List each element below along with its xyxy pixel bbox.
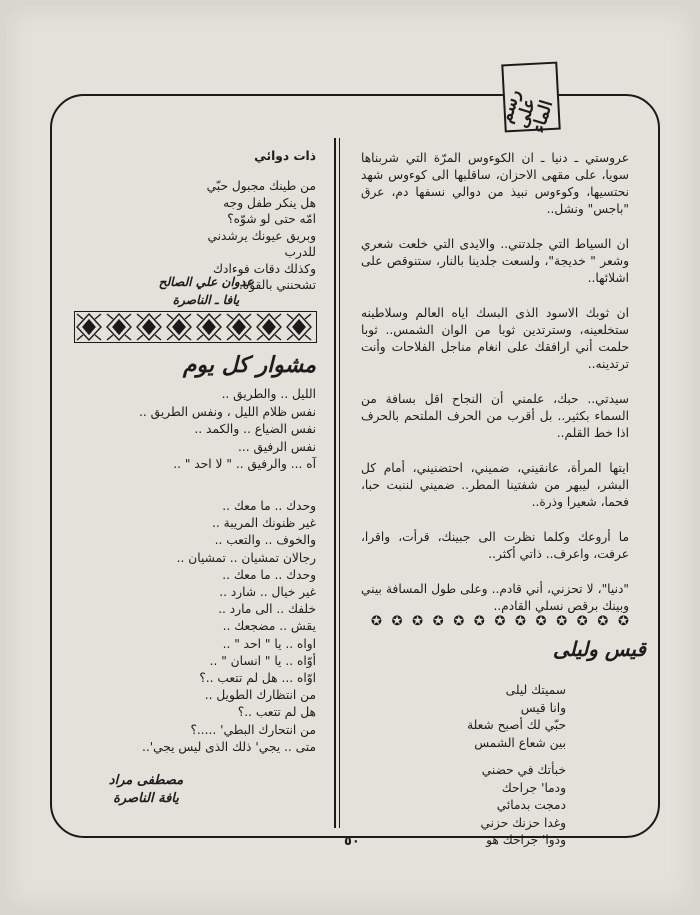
star-icon: ✪	[535, 614, 547, 629]
poem-line: دمجت بدمائي	[496, 798, 566, 812]
poem-mishwar-stanza-1	[86, 386, 316, 474]
signature-place: يافة الناصرة	[113, 790, 179, 806]
paragraph-7: "دنيا"، لا تحزني، أني قادم.. وعلى طول المسافة بيني وبينك برقص نسلي القادم..	[361, 582, 629, 613]
star-icon: ✪	[556, 614, 568, 629]
signature-name: عدوان علي الصالح	[158, 275, 254, 289]
poem-spacer	[386, 752, 566, 762]
poem-title-dhat-dawai: ذات دوائي	[254, 149, 316, 163]
section-logo	[495, 62, 560, 136]
poem-line: والخوف .. والتعب ..	[214, 533, 316, 548]
poem-line: ودوا' جراحك هو	[486, 833, 566, 847]
poem-line: وكذلك دقات فوءادك	[213, 261, 316, 276]
poem-line: خبأتك في حضني	[481, 763, 566, 777]
paragraph-5: ايتها المرأة، عانقيني، ضميني، احتضنيني، أمام كل البشر، ليبهر من شفتينا المطر.. ضميني لننبت حبا، فحما، شعيرا وذرة..	[361, 461, 629, 509]
star-icon: ✪	[432, 614, 444, 629]
poem-line: وانا قيس	[520, 700, 566, 715]
paragraph-3: ان ثوبك الاسود الذى البسك اياه العالم وسلاطينه ستخلعينه، وسترتدين ثوبا من الوان الشمس.. ثوبا حلمت أني ارافقك على انغام مناجل الفلاحات وأنت ترتدينه..	[361, 306, 629, 371]
poem-line: امّه حتى لو شوّه؟	[227, 212, 316, 226]
paragraph-1: عروستي ـ دنيا ـ ان الكوءوس المرّة التي شربناها سويا، على مقهى الاحزان، ساقلبها الى كوءوس شهد نحتسيها، وكوءوس نبيذ من دوالي نسفها دم، عرق "باجس" ونشل..	[361, 151, 629, 216]
signature-adwan	[106, 274, 306, 309]
poem-line: نفس الرفيق ...	[238, 439, 316, 454]
poem-line: هل ينكر طفل وجه	[223, 195, 316, 210]
poem-line: وحدك .. ما معك ..	[222, 499, 316, 513]
poem-line: وبريق عيونك يرشدني	[207, 228, 316, 243]
star-icon: ✪	[371, 614, 382, 629]
poem-line: من انتظارك الطويل ..	[204, 688, 316, 703]
poem-line: تشحنني بالقوّة.	[238, 278, 316, 292]
poem-line: اوّاه ... هل لم تتعب ..؟	[199, 671, 316, 686]
page-number: ٥٠	[344, 834, 360, 849]
paragraph-4: سيدتي.. حبك، علمني أن النجاح اقل بسافة من السماء بكثير.. بل أقرب من الحرف الملتحم بالحرف اذا خط القلم..	[361, 392, 629, 440]
signature-name: مصطفى مراد	[108, 773, 184, 788]
signature-mustafa	[76, 772, 216, 807]
star-icon: ✪	[597, 614, 609, 629]
poem-line: خلفك .. الى مارد ..	[218, 602, 316, 617]
poem-line: أوّاه .. يا " انسان " ..	[209, 653, 316, 668]
poem-line: غير ظنونك المريبة ..	[212, 516, 316, 531]
paragraph-2: ان السياط التي جلدتني.. والايدى التي خلعت شعري وشعر " خديجة"، ولسعت جلدينا بالنار، ستنوقص على اشلائها..	[361, 237, 629, 285]
star-icon: ✪	[391, 614, 403, 629]
star-icon: ✪	[473, 614, 485, 629]
column-divider	[334, 138, 340, 828]
star-separator	[371, 615, 629, 629]
poem-line: نفس الضياع .. والكمد ..	[194, 422, 316, 436]
star-icon: ✪	[576, 614, 588, 629]
poem-line: آه ... والرفيق .. " لا احد " ..	[173, 457, 316, 471]
poem-heading-qays-layla: قيس وليلى	[552, 637, 646, 661]
poem-mishwar-stanza-2	[86, 498, 316, 756]
logo-text: رسم على الماء	[495, 87, 557, 136]
poem-line: رجالان تمشيان .. تمشيان ..	[176, 550, 316, 565]
poem-line: نفس ظلام الليل ، ونفس الطريق ..	[139, 404, 316, 419]
signature-place: يافا ـ الناصرة	[172, 292, 240, 307]
poem-qays-layla	[386, 682, 566, 850]
poem-line: للدرب	[284, 245, 316, 259]
section-heading-mishwar: مشوار كل يوم	[182, 352, 316, 378]
poem-line: وحدك .. ما معك ..	[222, 567, 316, 582]
poem-line: سميتك ليلى	[505, 683, 566, 697]
star-icon: ✪	[453, 614, 465, 629]
right-column-prose	[361, 150, 629, 633]
poem-line: يقش .. مضجعك ..	[222, 619, 316, 634]
decorative-ornament-band	[74, 311, 317, 343]
poem-line: الليل .. والطريق ..	[221, 387, 316, 401]
poem-line: متى .. يجي' ذلك الذى ليس يجي'..	[141, 739, 316, 754]
star-icon: ✪	[494, 614, 506, 629]
star-icon: ✪	[515, 614, 526, 629]
poem-line: اواه .. يا " احد " ..	[222, 636, 316, 651]
star-icon: ✪	[617, 614, 629, 629]
poem-line: ودما' جراحك	[501, 780, 566, 795]
poem-line: بين شعاع الشمس	[474, 735, 566, 750]
magazine-page	[6, 6, 694, 909]
poem-line: من طينك مجبول حبّي	[206, 179, 316, 193]
poem-line: هل لم تتعب ..؟	[237, 705, 316, 720]
paragraph-6: ما أروعك وكلما نظرت الى جبينك، قرأت، واقرا، عرفت، واعرف.. ذاتي أكثر..	[361, 530, 629, 561]
poem-line: حبّي لك أصبح شعلة	[467, 718, 566, 732]
poem-line: غير خيال .. شارد ..	[219, 585, 316, 600]
star-icon: ✪	[412, 614, 424, 629]
poem-line: من انتحارك البطي' .....؟	[190, 722, 316, 737]
poem-line: وغدا حزنك حزني	[480, 815, 566, 830]
